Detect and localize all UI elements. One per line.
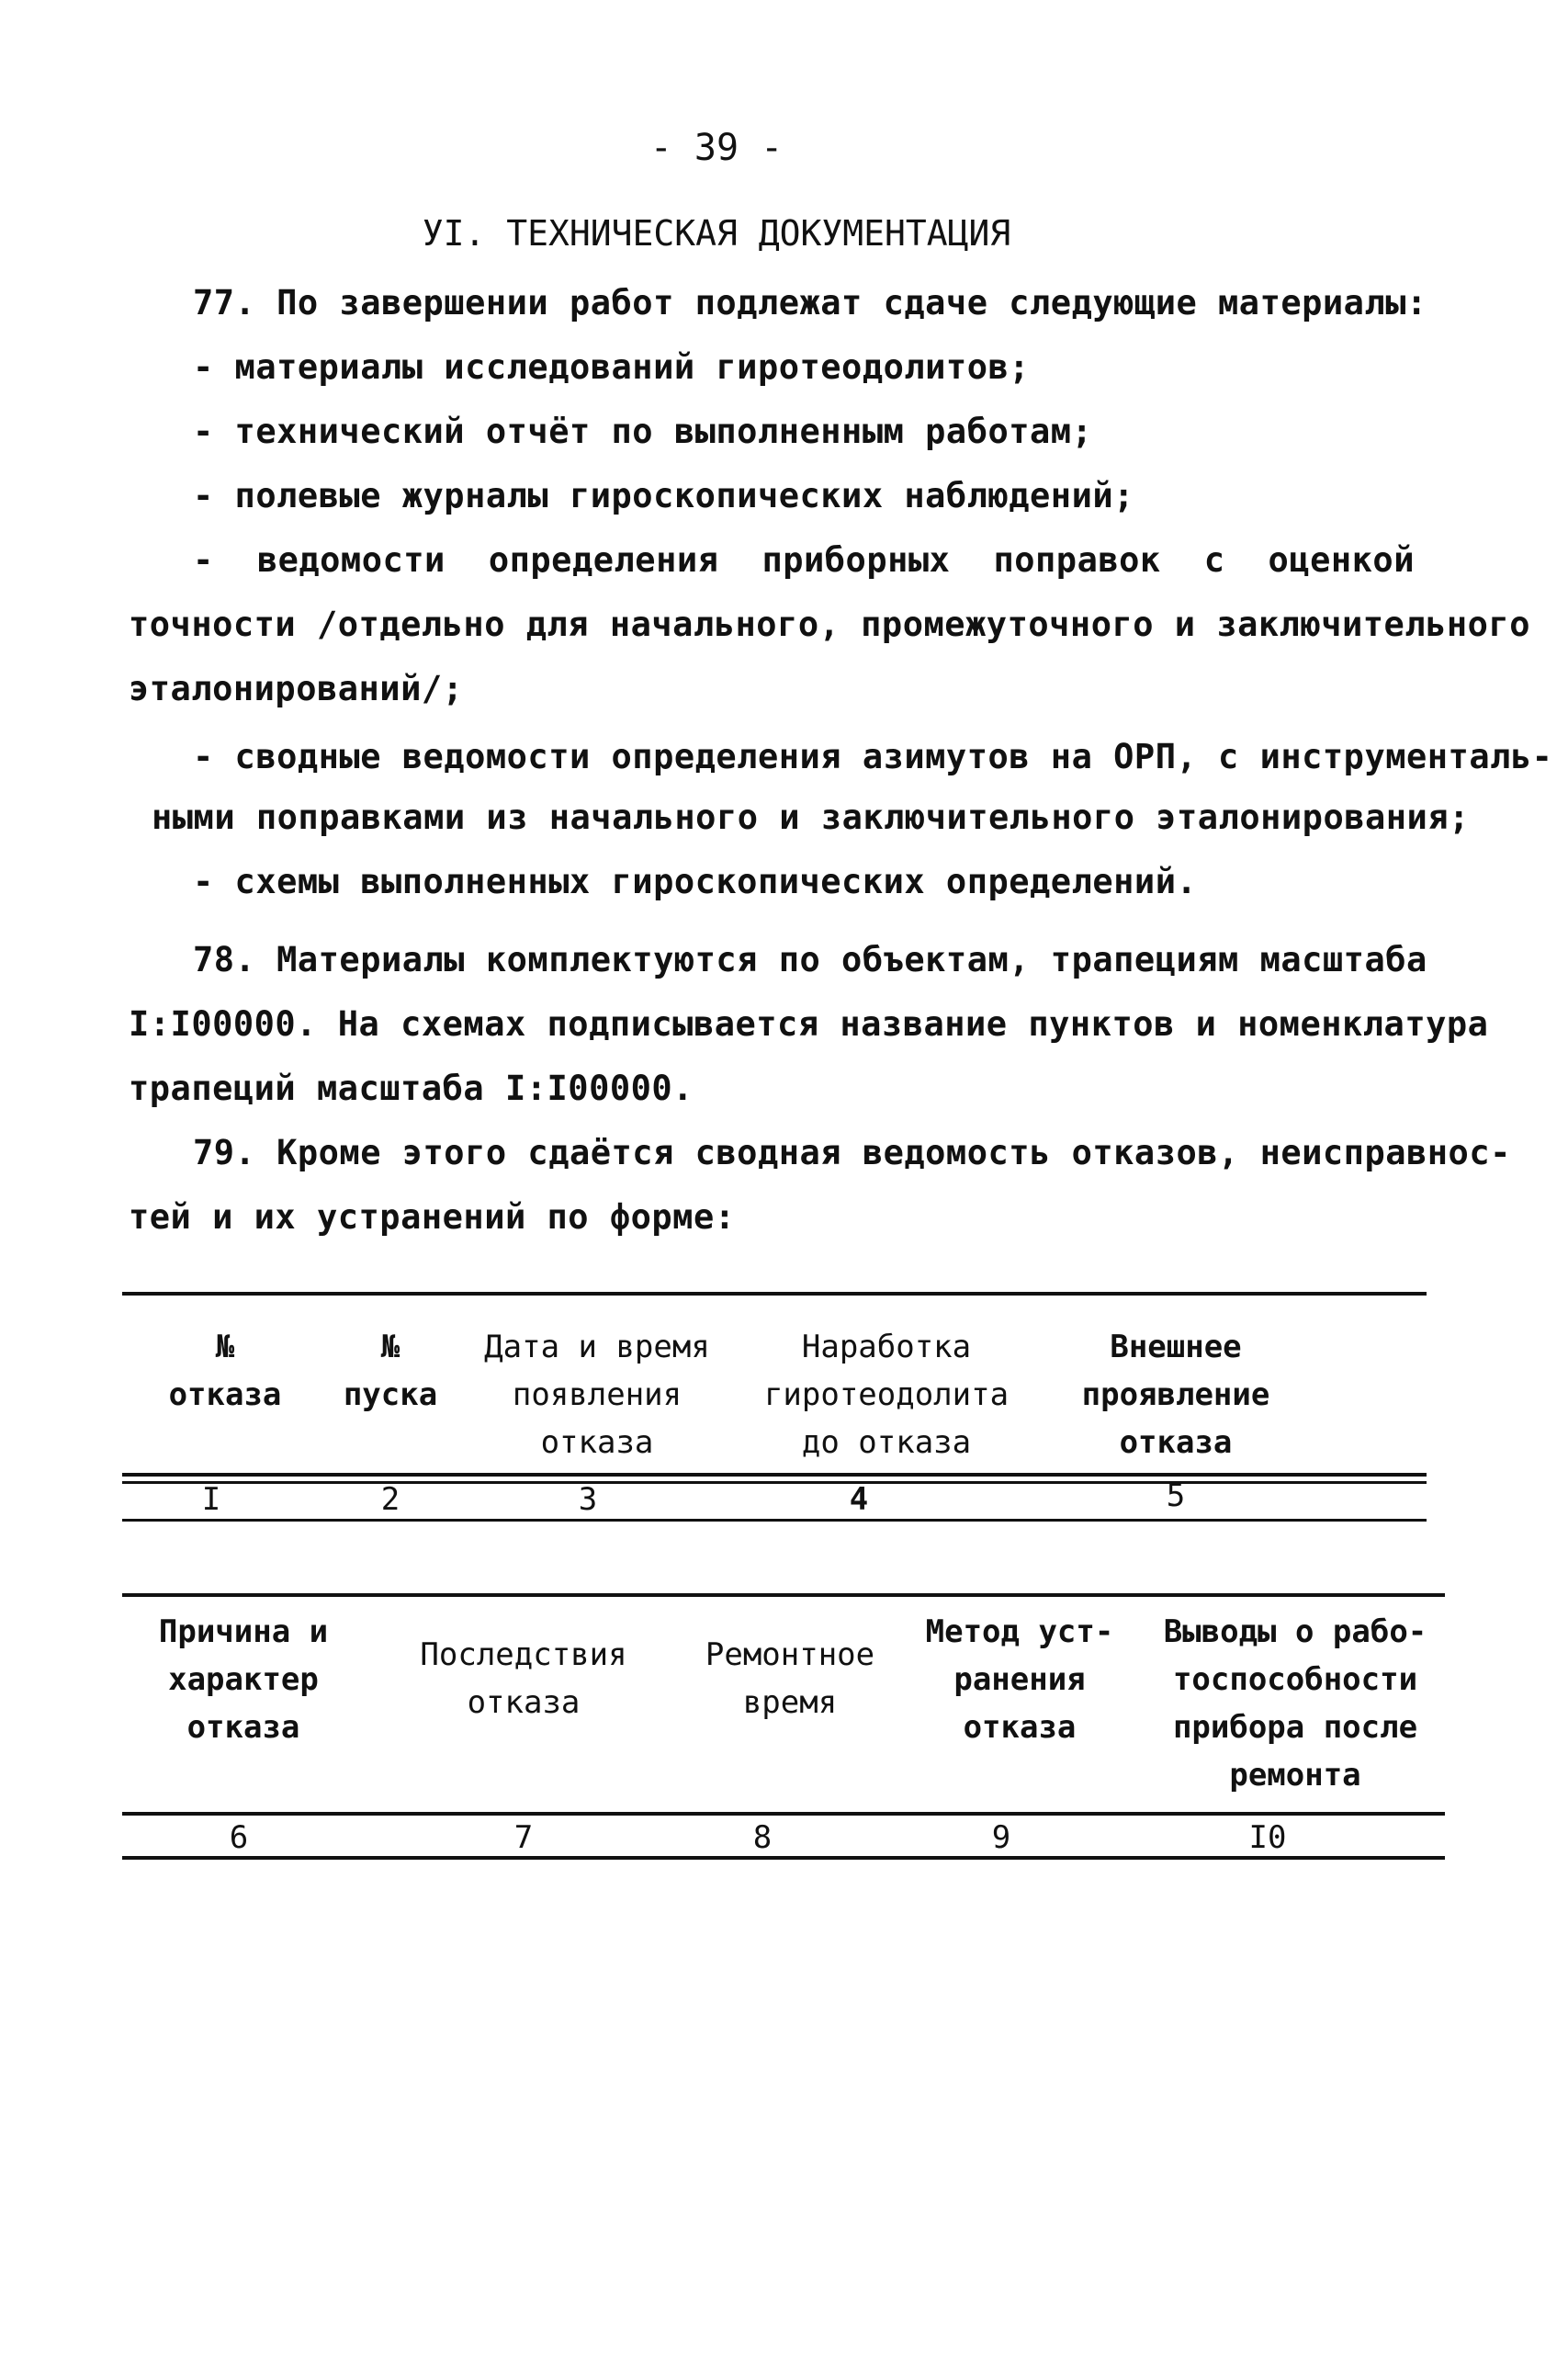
list-item: - технический отчёт по выполненным работам; [193, 412, 1093, 451]
section-heading: УI. ТЕХНИЧЕСКАЯ ДОКУМЕНТАЦИЯ [422, 213, 1011, 254]
page-number: - 39 - [649, 127, 784, 169]
paragraph-78-line: 78. Материалы комплектуются по объектам, трапециям масштаба [193, 940, 1427, 979]
paragraph-78-line: трапеций масштаба I:I00000. [129, 1069, 694, 1108]
table-header-cell: Причина и характер отказа [158, 1613, 329, 1746]
paragraph-78-line: I:I00000. На схемах подписывается название пунктов и номенклатура [129, 1004, 1489, 1044]
table-header-cell: № пуска [343, 1329, 438, 1413]
table-rule [122, 1292, 1427, 1296]
list-item: - ведомости определения приборных поправок с оценкой [193, 540, 1415, 580]
paragraph-79-line: тей и их устранений по форме: [129, 1197, 736, 1237]
list-item: - материалы исследований гиротеодолитов; [193, 347, 1031, 387]
table-header-cell: Ремонтное время [705, 1636, 875, 1721]
column-number: 9 [991, 1819, 1011, 1856]
table-rule [122, 1812, 1445, 1816]
column-number: I [201, 1481, 221, 1518]
table-rule [122, 1473, 1427, 1477]
table-header-cell: Метод уст- ранения отказа [925, 1613, 1114, 1746]
list-item: - схемы выполненных гироскопических определений. [193, 862, 1198, 901]
column-number: 8 [752, 1819, 773, 1856]
table-header-cell: Выводы о рабо- тоспособности прибора после ремонта [1163, 1613, 1427, 1794]
column-number: 3 [578, 1481, 598, 1518]
table-header-cell: Внешнее проявление отказа [1081, 1329, 1270, 1461]
table-rule [122, 1519, 1427, 1522]
table-header-cell: Последствия отказа [420, 1636, 627, 1721]
column-number: 5 [1166, 1477, 1186, 1514]
list-item-continuation: эталонирований/; [129, 669, 464, 708]
table-header-cell: Дата и время появления отказа [484, 1329, 710, 1461]
table-rule [122, 1593, 1445, 1597]
column-number: 6 [229, 1819, 249, 1856]
paragraph-77-line: 77. По завершении работ подлежат сдаче следующие материалы: [193, 283, 1427, 323]
column-number: 2 [380, 1481, 400, 1518]
table-rule [122, 1856, 1445, 1860]
paragraph-79-line: 79. Кроме этого сдаётся сводная ведомость отказов, неисправнос- [193, 1133, 1511, 1172]
list-item-continuation: точности /отдельно для начального, промежуточного и заключительного [129, 605, 1530, 644]
table-header-cell: Наработка гиротеодолита до отказа [763, 1329, 1010, 1461]
column-number: I0 [1248, 1819, 1287, 1856]
list-item: - сводные ведомости определения азимутов на ОРП, с инструменталь- [193, 737, 1553, 776]
list-item: - полевые журналы гироскопических наблюдений; [193, 476, 1134, 515]
table-header-cell: № отказа [168, 1329, 282, 1413]
column-number: 4 [849, 1481, 869, 1518]
list-item-continuation: ными поправками из начального и заключительного эталонирования; [152, 798, 1470, 837]
column-number: 7 [513, 1819, 534, 1856]
